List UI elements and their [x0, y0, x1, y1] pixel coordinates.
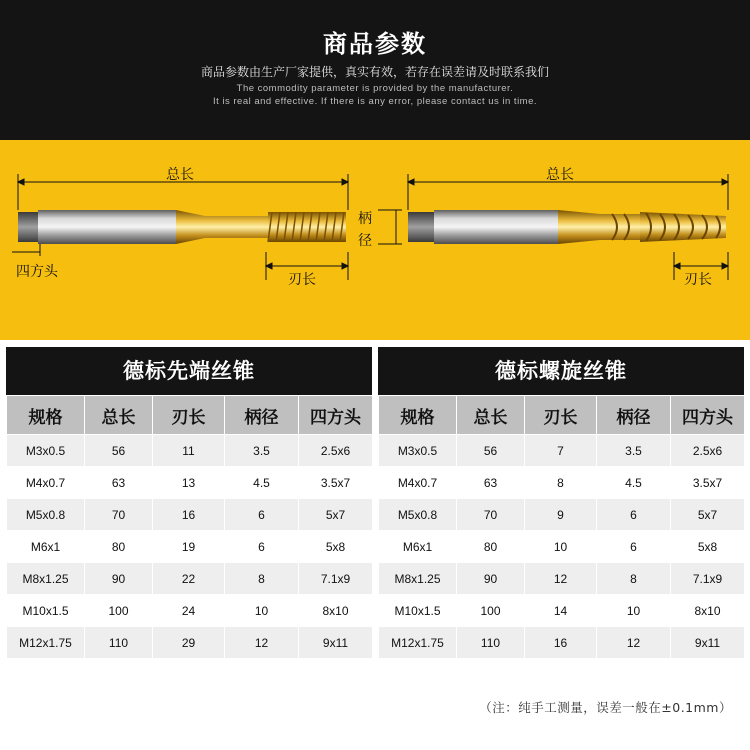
- table-cell: 4.5: [597, 467, 671, 499]
- table-cell: 90: [457, 563, 525, 595]
- table-row: [379, 435, 745, 467]
- table-cell: 10: [597, 595, 671, 627]
- table-cell: 10: [525, 531, 597, 563]
- left-blade-length-label: 刃长: [288, 272, 316, 288]
- table-cell: 16: [525, 627, 597, 659]
- table-row: [7, 531, 373, 563]
- table-row: [379, 499, 745, 531]
- table-cell: 100: [457, 595, 525, 627]
- table-cell: M10x1.5: [379, 595, 457, 627]
- column-header: 刃长: [153, 396, 225, 435]
- table-cell: M5x0.8: [7, 499, 85, 531]
- table-cell: 110: [85, 627, 153, 659]
- column-header: 刃长: [525, 396, 597, 435]
- table-row: [7, 563, 373, 595]
- shank-diameter-label: 柄径: [358, 211, 372, 249]
- left-square-head-dimension: [12, 244, 40, 256]
- table-cell: 7.1x9: [299, 563, 373, 595]
- left-square-head-label: 四方头: [16, 264, 58, 280]
- table-cell: 14: [525, 595, 597, 627]
- table-cell: M4x0.7: [7, 467, 85, 499]
- tap-illustrations: [0, 140, 750, 340]
- table-cell: M5x0.8: [379, 499, 457, 531]
- table-cell: 11: [153, 435, 225, 467]
- column-header: 柄径: [597, 396, 671, 435]
- table-cell: 22: [153, 563, 225, 595]
- spec-table-left-grid: [6, 395, 373, 659]
- table-header-row: [379, 396, 745, 435]
- table-cell: 3.5x7: [299, 467, 373, 499]
- table-cell: 12: [225, 627, 299, 659]
- column-header: 规格: [379, 396, 457, 435]
- spec-table-left: [6, 347, 372, 659]
- table-cell: 70: [85, 499, 153, 531]
- spec-table-right-grid: [378, 395, 745, 659]
- table-cell: M12x1.75: [7, 627, 85, 659]
- table-row: [7, 627, 373, 659]
- table-cell: 100: [85, 595, 153, 627]
- table-row: [379, 595, 745, 627]
- table-cell: M10x1.5: [7, 595, 85, 627]
- table-cell: 9x11: [299, 627, 373, 659]
- table-cell: 56: [457, 435, 525, 467]
- table-cell: 5x7: [299, 499, 373, 531]
- subtitle-english-line1: The commodity parameter is provided by the manufacturer.: [236, 83, 514, 94]
- table-cell: 63: [457, 467, 525, 499]
- column-header: 柄径: [225, 396, 299, 435]
- table-cell: 8x10: [299, 595, 373, 627]
- table-cell: 56: [85, 435, 153, 467]
- table-cell: 8: [597, 563, 671, 595]
- table-cell: 2.5x6: [299, 435, 373, 467]
- left-total-length-label: 总长: [166, 167, 194, 183]
- table-cell: 7: [525, 435, 597, 467]
- header-banner: [0, 0, 750, 140]
- table-cell: M6x1: [7, 531, 85, 563]
- table-row: [7, 467, 373, 499]
- table-cell: 12: [597, 627, 671, 659]
- table-cell: 6: [225, 499, 299, 531]
- subtitle-chinese: 商品参数由生产厂家提供，真实有效，若存在误差请及时联系我们: [200, 65, 549, 79]
- column-header: 总长: [457, 396, 525, 435]
- table-cell: 4.5: [225, 467, 299, 499]
- table-cell: M3x0.5: [7, 435, 85, 467]
- measurement-note: （注：纯手工测量，误差一般在±0.1mm）: [479, 700, 732, 715]
- table-row: [379, 467, 745, 499]
- shank-diameter-dimension: [378, 210, 402, 244]
- table-row: [379, 531, 745, 563]
- column-header: 总长: [85, 396, 153, 435]
- table-cell: 8: [525, 467, 597, 499]
- table-cell: 80: [85, 531, 153, 563]
- table-cell: 9: [525, 499, 597, 531]
- table-cell: M4x0.7: [379, 467, 457, 499]
- table-cell: 9x11: [671, 627, 745, 659]
- table-cell: 19: [153, 531, 225, 563]
- table-cell: M8x1.25: [7, 563, 85, 595]
- table-cell: 16: [153, 499, 225, 531]
- table-row: [379, 627, 745, 659]
- page-title: 商品参数: [323, 30, 427, 58]
- table-row: [7, 499, 373, 531]
- right-tap-body: [408, 210, 726, 244]
- table-cell: 13: [153, 467, 225, 499]
- table-cell: 70: [457, 499, 525, 531]
- table-cell: 3.5: [225, 435, 299, 467]
- spec-table-left-title: 德标先端丝锥: [6, 347, 372, 395]
- table-cell: 29: [153, 627, 225, 659]
- left-tap-body: [18, 210, 346, 244]
- table-row: [379, 563, 745, 595]
- table-cell: 2.5x6: [671, 435, 745, 467]
- table-cell: 24: [153, 595, 225, 627]
- table-cell: 6: [597, 499, 671, 531]
- table-cell: 63: [85, 467, 153, 499]
- subtitle-english-line2: It is real and effective. If there is any error, please contact us in time.: [212, 96, 538, 107]
- table-cell: 6: [597, 531, 671, 563]
- table-cell: 5x8: [299, 531, 373, 563]
- table-cell: M8x1.25: [379, 563, 457, 595]
- table-cell: 3.5x7: [671, 467, 745, 499]
- column-header: 规格: [7, 396, 85, 435]
- table-header-row: [7, 396, 373, 435]
- table-cell: 7.1x9: [671, 563, 745, 595]
- table-cell: 10: [225, 595, 299, 627]
- table-cell: M3x0.5: [379, 435, 457, 467]
- spec-table-right: [378, 347, 744, 659]
- table-cell: 8: [225, 563, 299, 595]
- table-cell: 8x10: [671, 595, 745, 627]
- table-row: [7, 595, 373, 627]
- tap-dimension-diagram: [0, 140, 750, 340]
- table-cell: M6x1: [379, 531, 457, 563]
- table-cell: 80: [457, 531, 525, 563]
- table-cell: 5x7: [671, 499, 745, 531]
- right-total-length-label: 总长: [546, 167, 574, 183]
- table-cell: 3.5: [597, 435, 671, 467]
- table-row: [7, 435, 373, 467]
- spec-table-right-title: 德标螺旋丝锥: [378, 347, 744, 395]
- column-header: 四方头: [671, 396, 745, 435]
- table-cell: 6: [225, 531, 299, 563]
- column-header: 四方头: [299, 396, 373, 435]
- table-cell: 12: [525, 563, 597, 595]
- table-cell: M12x1.75: [379, 627, 457, 659]
- right-blade-length-label: 刃长: [684, 272, 712, 288]
- table-cell: 90: [85, 563, 153, 595]
- table-cell: 110: [457, 627, 525, 659]
- table-cell: 5x8: [671, 531, 745, 563]
